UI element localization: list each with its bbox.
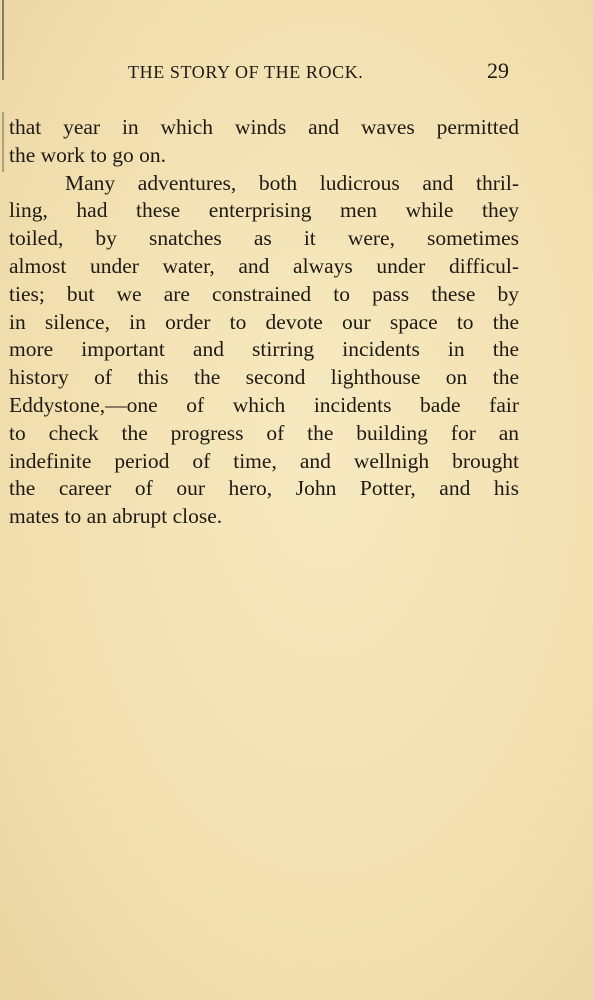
page-number: 29 [487,58,509,83]
text-line: ties; but we are constrained to pass these by [9,281,519,306]
text-line: Eddystone,—one of which incidents bade fair [9,392,519,417]
text-line: almost under water, and always under difficul- [9,253,519,278]
text-line: ling, had these enterprising men while they [9,198,519,223]
text-line: indefinite period of time, and wellnigh brought [9,448,519,473]
text-line: in silence, in order to devote our space to the [9,309,519,334]
binding-edge-mark-lower [2,112,4,172]
text-line-paragraph-end: the work to go on. [9,142,167,167]
text-line-paragraph-start: Many adventures, both ludicrous and thril- [65,170,519,195]
text-line: toiled, by snatches as it were, sometimes [9,226,519,251]
text-line: to check the progress of the building for an [9,420,519,445]
text-line: more important and stirring incidents in the [9,337,519,362]
running-head-title: THE STORY OF THE ROCK. [128,62,364,82]
text-line-paragraph-end: mates to an abrupt close. [9,504,223,529]
text-line: history of this the second lighthouse on the [9,365,519,390]
binding-edge-mark [2,0,4,80]
text-line: that year in which winds and waves permitted [9,115,519,139]
text-line: the career of our hero, John Potter, and his [9,476,519,501]
body-text [9,114,519,531]
